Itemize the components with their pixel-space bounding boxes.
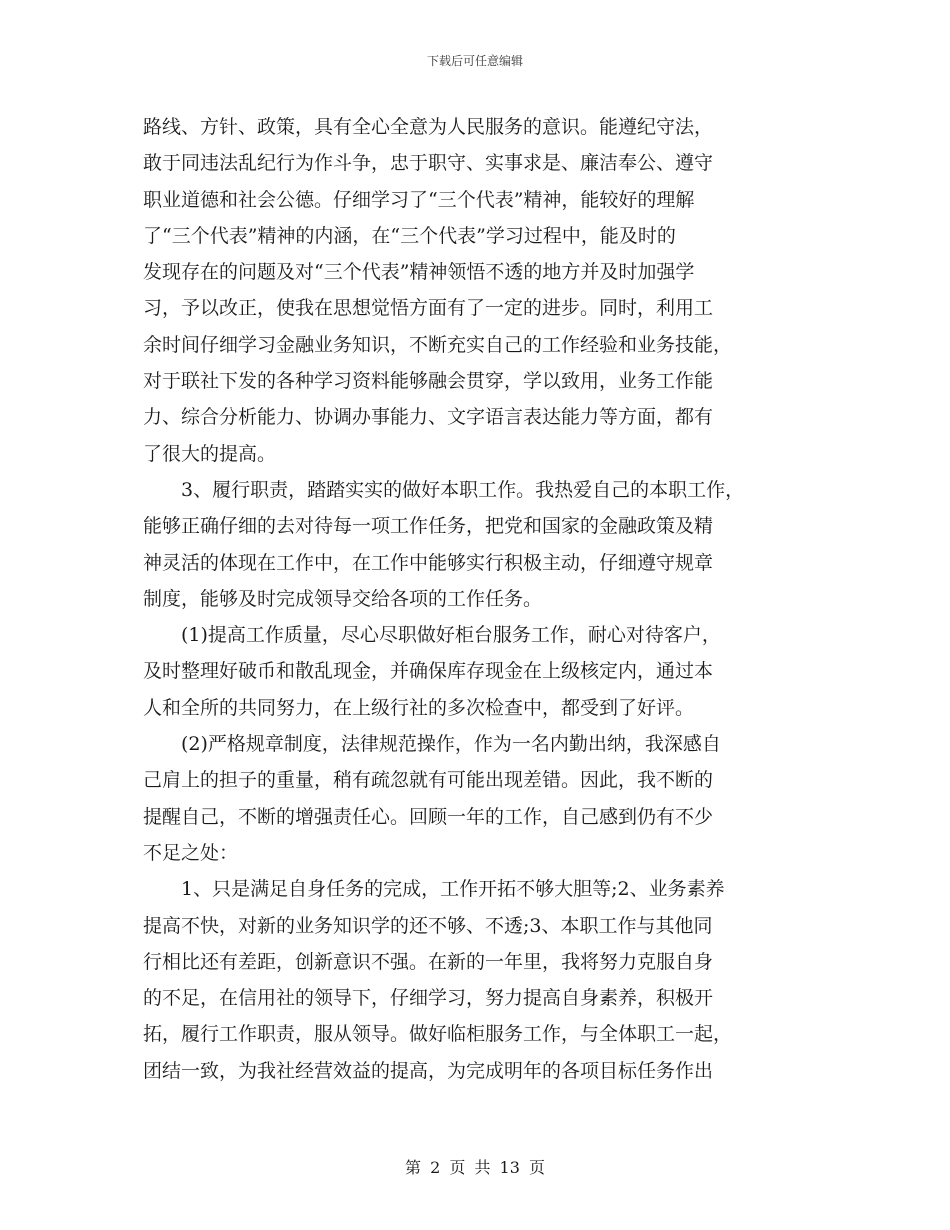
text-line: 能够正确仔细的去对待每一项工作任务，把党和国家的金融政策及精 — [143, 515, 714, 538]
text-line: 的不足，在信用社的领导下，仔细学习，努力提高自身素养，积极开 — [143, 987, 714, 1010]
text-line: 力、综合分析能力、协调办事能力、文字语言表达能力等方面，都有 — [143, 406, 714, 429]
text-line: 职业道德和社会公德。仔细学习了“三个代表”精神，能较好的理解 — [143, 188, 695, 211]
text-line: 路线、方针、政策，具有全心全意为人民服务的意识。能遵纪守法， — [143, 116, 714, 138]
text-line: (2)严格规章制度，法律规范操作，作为一名内勤出纳，我深感自 — [181, 733, 721, 756]
text-line: 制度，能够及时完成领导交给各项的工作任务。 — [143, 587, 543, 610]
text-line: 敢于同违法乱纪行为作斗争，忠于职守、实事求是、廉洁奉公、遵守 — [143, 152, 714, 175]
text-line: 神灵活的体现在工作中，在工作中能够实行积极主动，仔细遵守规章 — [143, 551, 714, 574]
text-line: 了“三个代表”精神的内涵，在“三个代表”学习过程中，能及时的 — [143, 224, 676, 247]
text-line: 人和全所的共同努力，在上级行社的多次检查中，都受到了好评。 — [143, 696, 695, 719]
text-line: 不足之处： — [143, 841, 239, 864]
text-line: (1)提高工作质量，尽心尽职做好柜台服务工作，耐心对待客户， — [181, 624, 721, 647]
header-note: 下载后可任意编辑 — [426, 54, 523, 68]
page-number-footer: 第 2 页 共 13 页 — [405, 1158, 545, 1177]
document-body — [143, 109, 807, 1089]
text-line: 团结一致，为我社经营效益的提高，为完成明年的各项目标任务作出 — [143, 1059, 714, 1082]
text-line: 拓，履行工作职责，服从领导。做好临柜服务工作，与全体职工一起， — [143, 1023, 733, 1046]
text-line: 发现存在的问题及对“三个代表”精神领悟不透的地方并及时加强学 — [143, 261, 695, 284]
text-line: 及时整理好破币和散乱现金，并确保库存现金在上级核定内，通过本 — [143, 660, 714, 683]
text-line: 对于联社下发的各种学习资料能够融会贯穿，学以致用，业务工作能 — [143, 370, 714, 393]
text-line: 提醒自己，不断的增强责任心。回顾一年的工作，自己感到仍有不少 — [143, 805, 714, 828]
text-line: 己肩上的担子的重量，稍有疏忽就有可能出现差错。因此，我不断的 — [143, 769, 714, 792]
text-line: 余时间仔细学习金融业务知识，不断充实自己的工作经验和业务技能， — [143, 333, 733, 356]
text-line: 提高不快，对新的业务知识学的还不够、不透;3、本职工作与其他同 — [143, 914, 713, 937]
text-line: 1、只是满足自身任务的完成，工作开拓不够大胆等;2、业务素养 — [181, 878, 725, 901]
text-line: 了很大的提高。 — [143, 442, 277, 465]
text-line: 3、履行职责，踏踏实实的做好本职工作。我热爱自己的本职工作， — [181, 478, 745, 501]
text-line: 行相比还有差距，创新意识不强。在新的一年里，我将努力克服自身 — [143, 950, 714, 973]
text-line: 习，予以改正，使我在思想觉悟方面有了一定的进步。同时，利用工 — [143, 297, 714, 320]
